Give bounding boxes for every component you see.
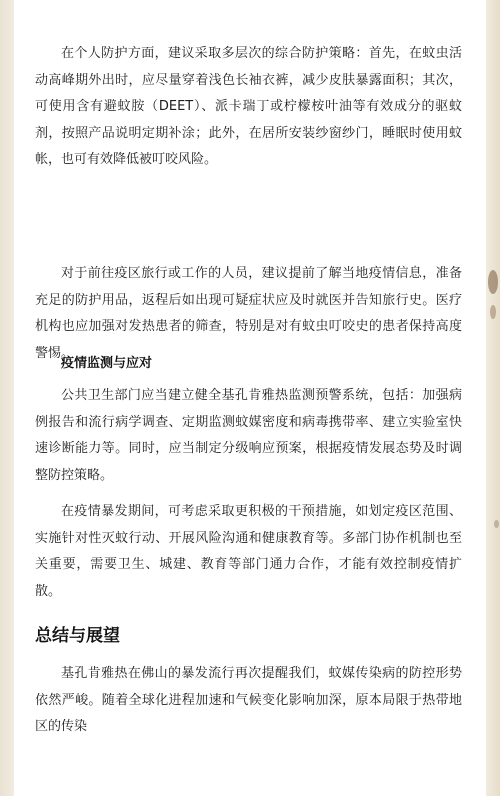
background-right-edge	[486, 0, 500, 796]
section-heading-summary: 总结与展望	[35, 626, 120, 646]
background-left-edge	[0, 0, 14, 796]
background-stain	[490, 305, 496, 319]
paragraph-personal-protection: 在个人防护方面，建议采取多层次的综合防护策略：首先，在蚊虫活动高峰期外出时，应尽量穿着浅色长袖衣裤，减少皮肤暴露面积；其次，可使用含有避蚊胺（DEET）、派卡瑞丁或柠檬桉叶油等有效成分的驱蚊剂，按照产品说明定期补涂；此外，在居所安装纱窗纱门，睡眠时使用蚊帐，也可有效降低被叮咬风险。	[35, 46, 462, 167]
paragraph-travel-advice: 对于前往疫区旅行或工作的人员，建议提前了解当地疫情信息，准备充足的防护用品，返程后如出现可疑症状应及时就医并告知旅行史。医疗机构也应加强对发热患者的筛查，特别是对有蚊虫叮咬史的患者保持高度警惕。	[35, 266, 462, 361]
paragraph-surveillance-system: 公共卫生部门应当建立健全基孔肯雅热监测预警系统，包括：加强病例报告和流行病学调查、定期监测蚊媒密度和病毒携带率、建立实验室快速诊断能力等。同时，应当制定分级响应预案，根据疫情发展态势及时调整防控策略。	[35, 388, 462, 483]
background-stain	[494, 520, 499, 528]
paragraph-outbreak-response: 在疫情暴发期间，可考虑采取更积极的干预措施，如划定疫区范围、实施针对性灭蚊行动、开展风险沟通和健康教育等。多部门协作机制也至关重要，需要卫生、城建、教育等部门通力合作，才能有效控制疫情扩散。	[35, 504, 462, 599]
article-page	[14, 0, 486, 796]
paragraph-summary: 基孔肯雅热在佛山的暴发流行再次提醒我们，蚊媒传染病的防控形势依然严峻。随着全球化进程加速和气候变化影响加深，原本局限于热带地区的传染	[35, 666, 462, 734]
background-stain	[488, 270, 498, 294]
subheading-surveillance: 疫情监测与应对	[61, 356, 153, 371]
